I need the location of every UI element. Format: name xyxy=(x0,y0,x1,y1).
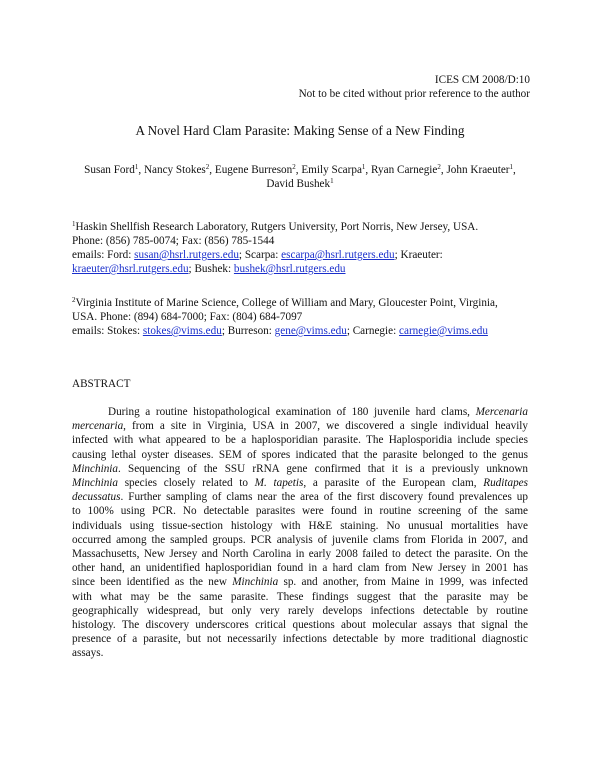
author-name: Susan Ford xyxy=(84,164,135,176)
abstract-line: with what may be the same parasite. These findings suggest that the parasite may be xyxy=(72,590,528,603)
citation-notice: Not to be cited without prior reference to the author xyxy=(298,88,530,100)
author-name: Emily Scarpa xyxy=(301,164,362,176)
author-affiliation: 2 xyxy=(437,163,441,171)
author-affiliation: 2 xyxy=(292,163,296,171)
abstract-line: mercenaria, from a site in Virginia, USA in 2007, we discovered a single individual heavily xyxy=(72,420,528,433)
abstract-line: other hand, an unidentified haplosporidian found in a hard clam from New Jersey in 2001 has xyxy=(72,562,528,575)
author-affiliation: 1 xyxy=(509,163,514,171)
email-link-kraeuter[interactable]: kraeuter@hsrl.rutgers.edu xyxy=(72,263,189,275)
abstract-line: decussatus. Further sampling of clams near the area of the first discovery found prevalences up xyxy=(72,491,528,504)
abstract-line: to 100% using PCR. No detectable parasites were found in routine screening of the same xyxy=(72,505,528,518)
abstract-line: infected with what appeared to be a haplosporidian parasite. The Haplosporidia include species xyxy=(72,434,528,447)
email-link-bushek[interactable]: bushek@hsrl.rutgers.edu xyxy=(233,263,346,275)
abstract-line: presence of a parasite, but not necessarily infections detectable by more traditional diagnostic xyxy=(72,633,528,646)
abstract-line: individuals using tissue-section histology with H&E staining. No unusual mortalities have xyxy=(72,519,528,532)
email-link-scarpa[interactable]: escarpa@hsrl.rutgers.edu xyxy=(281,249,395,261)
affiliation-institution: Virginia Institute of Marine Science, College of William and Mary, Gloucester Point, Virginia, xyxy=(75,297,498,309)
email-link-burreson[interactable]: gene@vims.edu xyxy=(274,325,347,337)
author-affiliation: 1 xyxy=(361,163,366,171)
author-name: Eugene Burreson xyxy=(214,164,293,176)
paper-title: A Novel Hard Clam Parasite: Making Sense of a New Finding xyxy=(135,123,465,138)
author-list: Susan Ford$^1$, Nancy Stokes$^2$, Eugene Burreson$^2$, Emily Scarpa$^1$, Ryan Carnegie$^2$, John Kraeuter$^1$, David Bushek$^1$ xyxy=(84,163,516,190)
author-affiliation: 1 xyxy=(134,163,139,171)
abstract-line: During a routine histopathological examination of 180 juvenile hard clams, Mercenaria xyxy=(108,406,528,418)
email-label: emails: Stokes: xyxy=(72,325,143,337)
affiliation-phone: Phone: (856) 785-0074; Fax: (856) 785-1544 xyxy=(72,235,275,247)
affiliation-phone: USA. Phone: (894) 684-7000; Fax: (804) 684-7097 xyxy=(72,311,303,323)
abstract-line: assays. xyxy=(72,647,104,660)
author-affiliation: 1 xyxy=(330,177,334,185)
email-label: ; Bushek: xyxy=(188,263,234,275)
email-link-carnegie[interactable]: carnegie@vims.edu xyxy=(399,325,488,337)
abstract-line: since been identified as the new Minchinia sp. and another, from Maine in 1999, was infected xyxy=(72,576,529,589)
document-header xyxy=(299,73,530,101)
email-label: emails: Ford: xyxy=(72,249,135,261)
author-name: Ryan Carnegie xyxy=(371,164,438,176)
author-name: David Bushek xyxy=(266,178,331,190)
abstract-heading: ABSTRACT xyxy=(72,378,131,390)
abstract-line: geographically widespread, but only very rarely develops infections detectable by routine xyxy=(72,604,528,617)
abstract-body xyxy=(72,405,528,661)
abstract-line: occurred among the sampled groups. PCR analysis of juvenile clams from Florida in 2007, and xyxy=(72,533,528,546)
author-name: Nancy Stokes xyxy=(143,164,206,176)
abstract-line: Minchinia. Sequencing of the SSU rRNA gene confirmed that it is a previously unknown xyxy=(72,462,528,475)
abstract-line: Minchinia species closely related to M. tapetis, a parasite of the European clam, Ruditapes xyxy=(72,477,528,490)
affiliation-marker: 2 xyxy=(72,296,76,304)
abstract-line: Massachusetts, New Jersey and North Carolina in early 2008 failed to detect the parasite. On the xyxy=(72,548,528,561)
author-name: John Kraeuter xyxy=(446,164,510,176)
email-label: ; Kraeuter: xyxy=(394,249,443,261)
author-affiliation: 2 xyxy=(205,163,210,171)
abstract-line: histology. The discovery underscores critical questions about molecular assays that signal the xyxy=(72,619,528,632)
affiliation-institution: Haskin Shellfish Research Laboratory, Rutgers University, Port Norris, New Jersey, USA. xyxy=(75,221,479,233)
email-label: ; Scarpa: xyxy=(238,249,282,261)
email-label: ; Burreson: xyxy=(221,325,275,337)
affiliation-rutgers xyxy=(72,220,528,276)
ices-reference: ICES CM 2008/D:10 xyxy=(434,74,530,86)
email-label: ; Carnegie: xyxy=(346,325,400,337)
affiliation-marker: 1 xyxy=(72,220,76,228)
affiliation-vims xyxy=(72,296,528,338)
abstract-line: causing lethal oyster diseases. SEM of spores indicated that the parasite belonged to the genus xyxy=(72,448,528,461)
email-link-stokes[interactable]: stokes@vims.edu xyxy=(142,325,222,337)
email-link-ford[interactable]: susan@hsrl.rutgers.edu xyxy=(134,249,239,261)
